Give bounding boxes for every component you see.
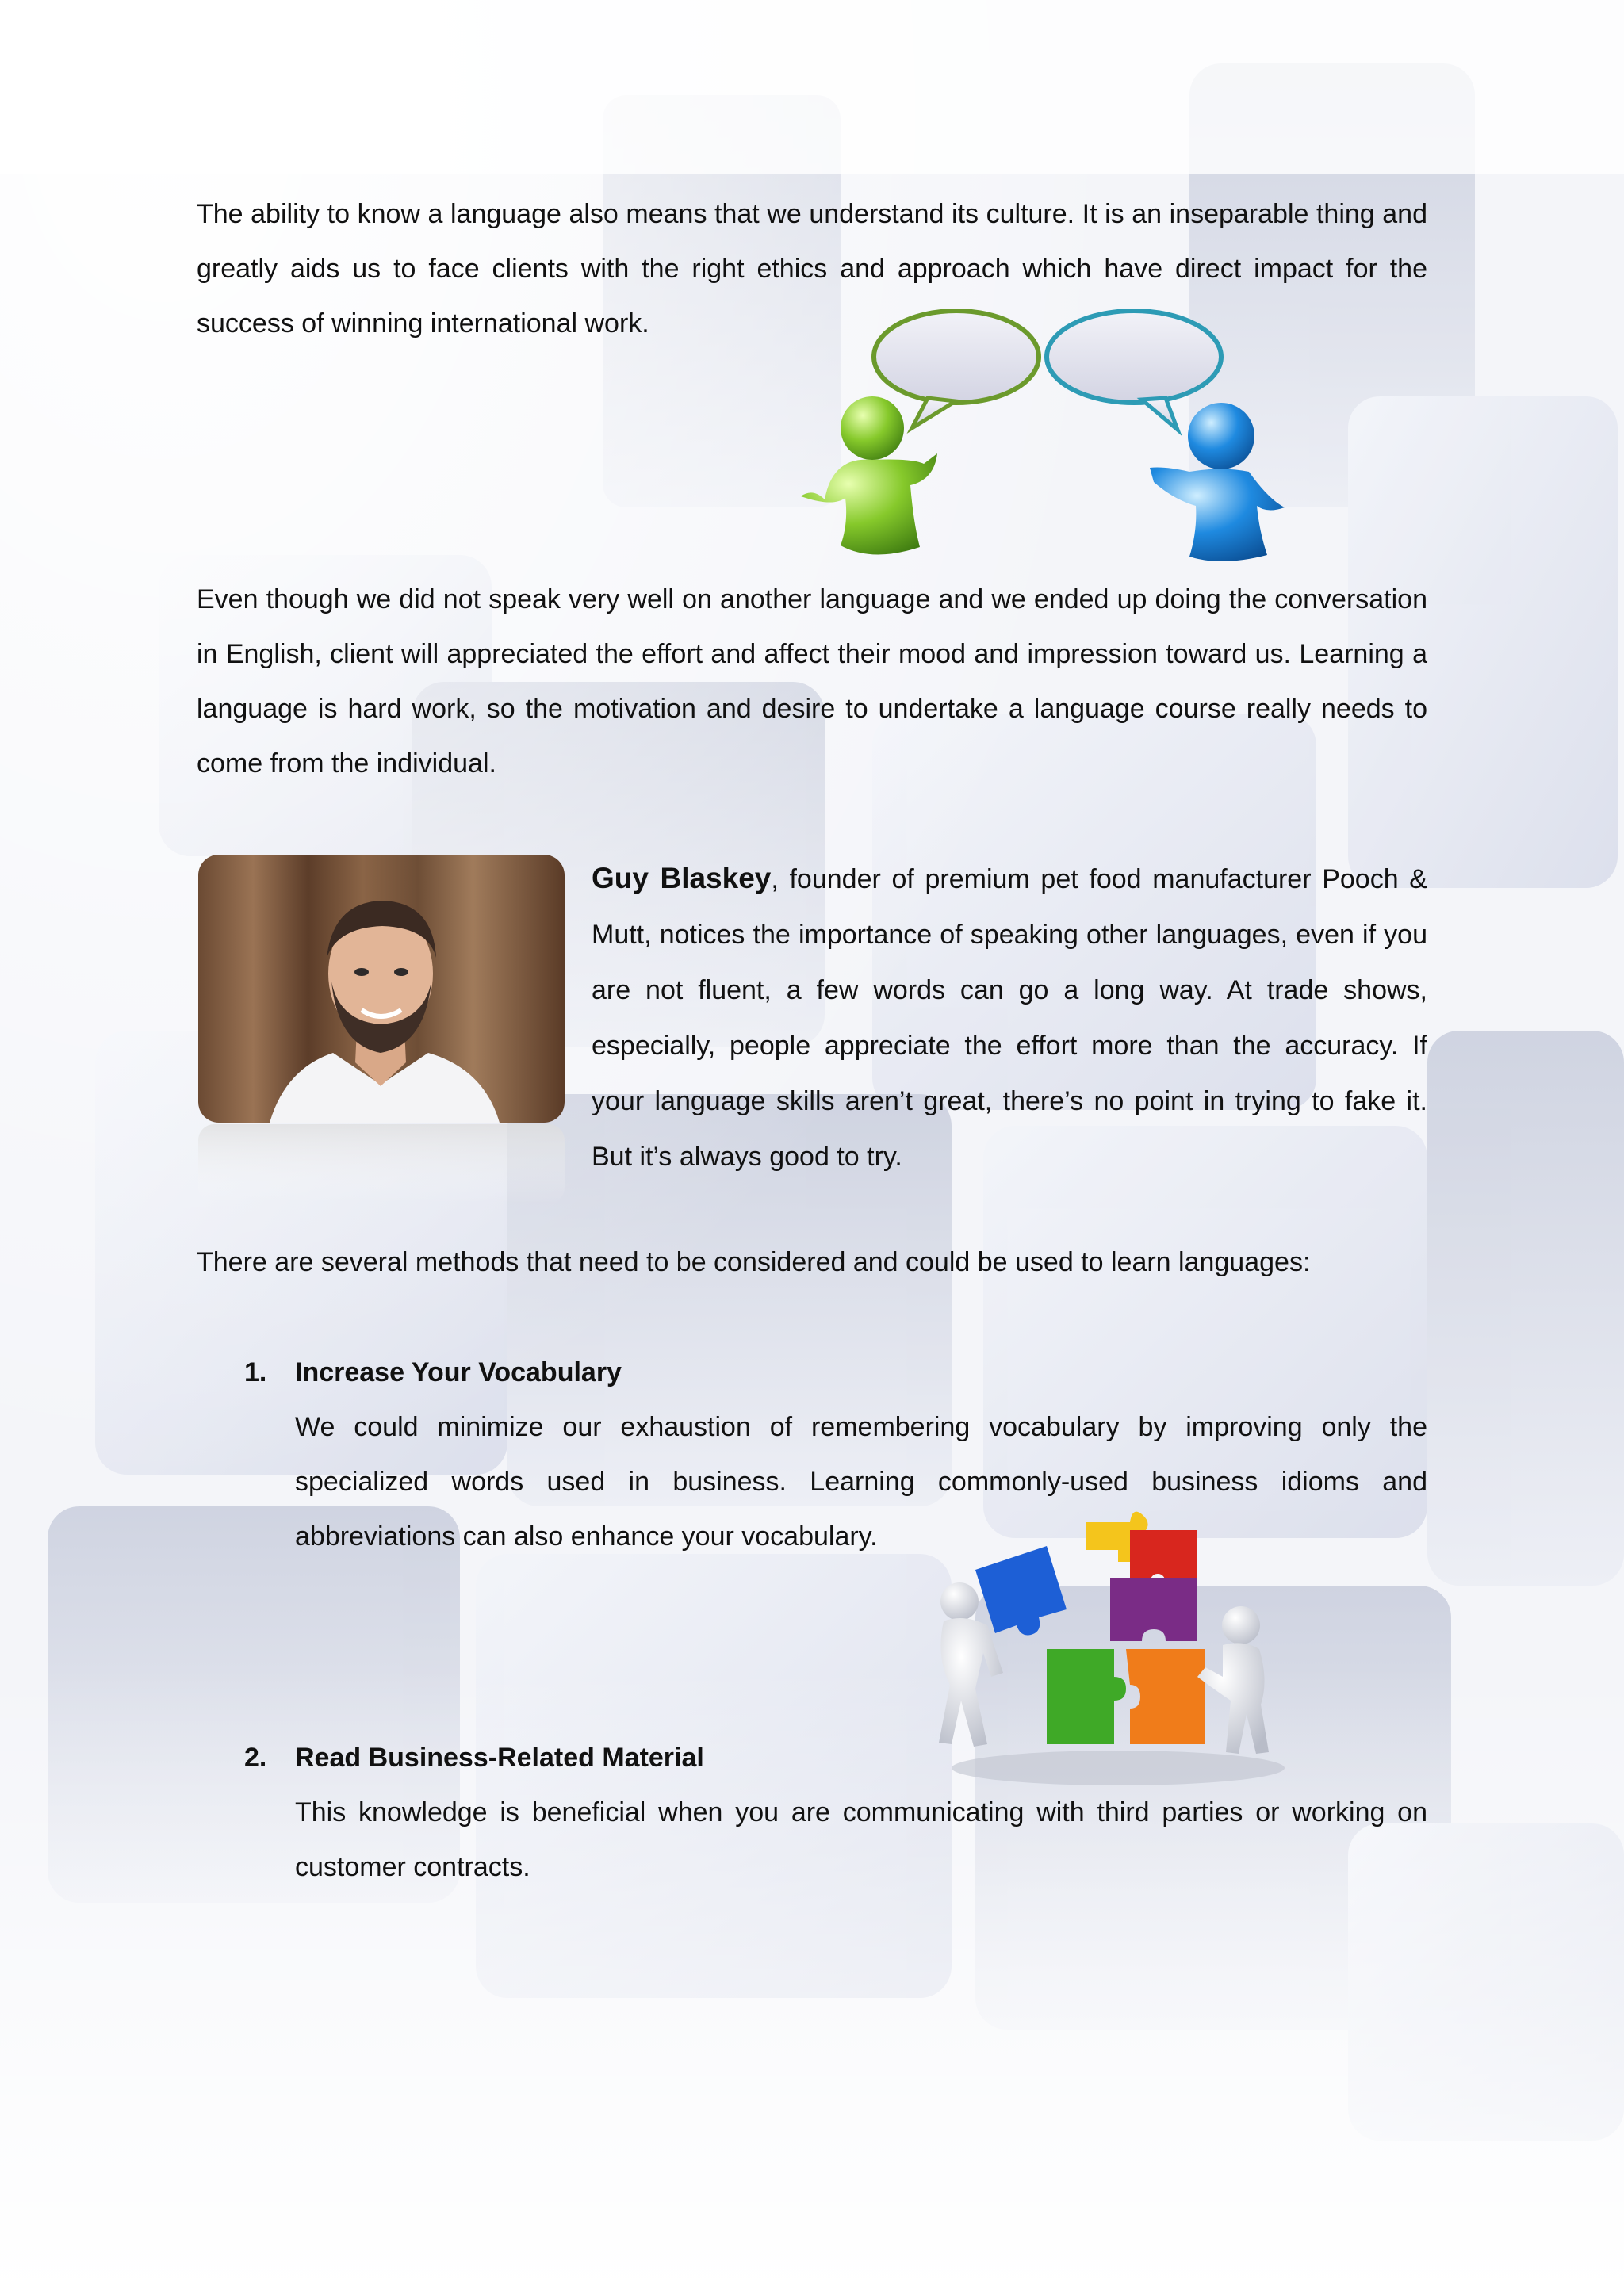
puzzle-teamwork-icon — [928, 1506, 1300, 1792]
portrait-image — [198, 855, 565, 1203]
list-item-1-body: We could minimize our exhaustion of remembering vocabulary by improving only the specialized words used in business. Learning commonly-used business idioms and abbreviations can also enhance your vocabulary. — [295, 1412, 1427, 1552]
quote-text: , founder of premium pet food manufacturer Pooch & Mutt, notices the importance of speaking other languages, even if you are not fluent, a few words can go a long way. At trade shows, especially, people appreciate the effort more than the accuracy. If your language skills aren’t great, there’s no point in trying to fake it. But it’s always good to try. — [592, 864, 1427, 1172]
methods-intro: There are several methods that need to be considered and could be used to learn languages: — [197, 1247, 1311, 1277]
effort-paragraph: Even though we did not speak very well on another language and we ended up doing the conversation in English, client will appreciated the effort and affect their mood and impression toward us. Learning a language is hard work, so the motivation and desire to undertake a language course really needs to come from the individual. — [197, 584, 1427, 779]
list-item-2-number: 2. — [244, 1743, 267, 1773]
list-item-1-title: Increase Your Vocabulary — [295, 1357, 622, 1387]
list-item-2-title: Read Business-Related Material — [295, 1743, 704, 1773]
guy-blaskey-photo — [198, 855, 565, 1207]
quote-paragraph — [592, 851, 1427, 1184]
list-item-2-body: This knowledge is beneficial when you are communicating with third parties or working on customer contracts. — [295, 1797, 1427, 1882]
quote-name: Guy Blaskey — [592, 862, 772, 894]
list-item-1-number: 1. — [244, 1357, 267, 1387]
intro-paragraph: The ability to know a language also means that we understand its culture. It is an inseparable thing and greatly aids us to face clients with the right ethics and approach which have direct impact for the success of winning international work. — [197, 199, 1427, 339]
